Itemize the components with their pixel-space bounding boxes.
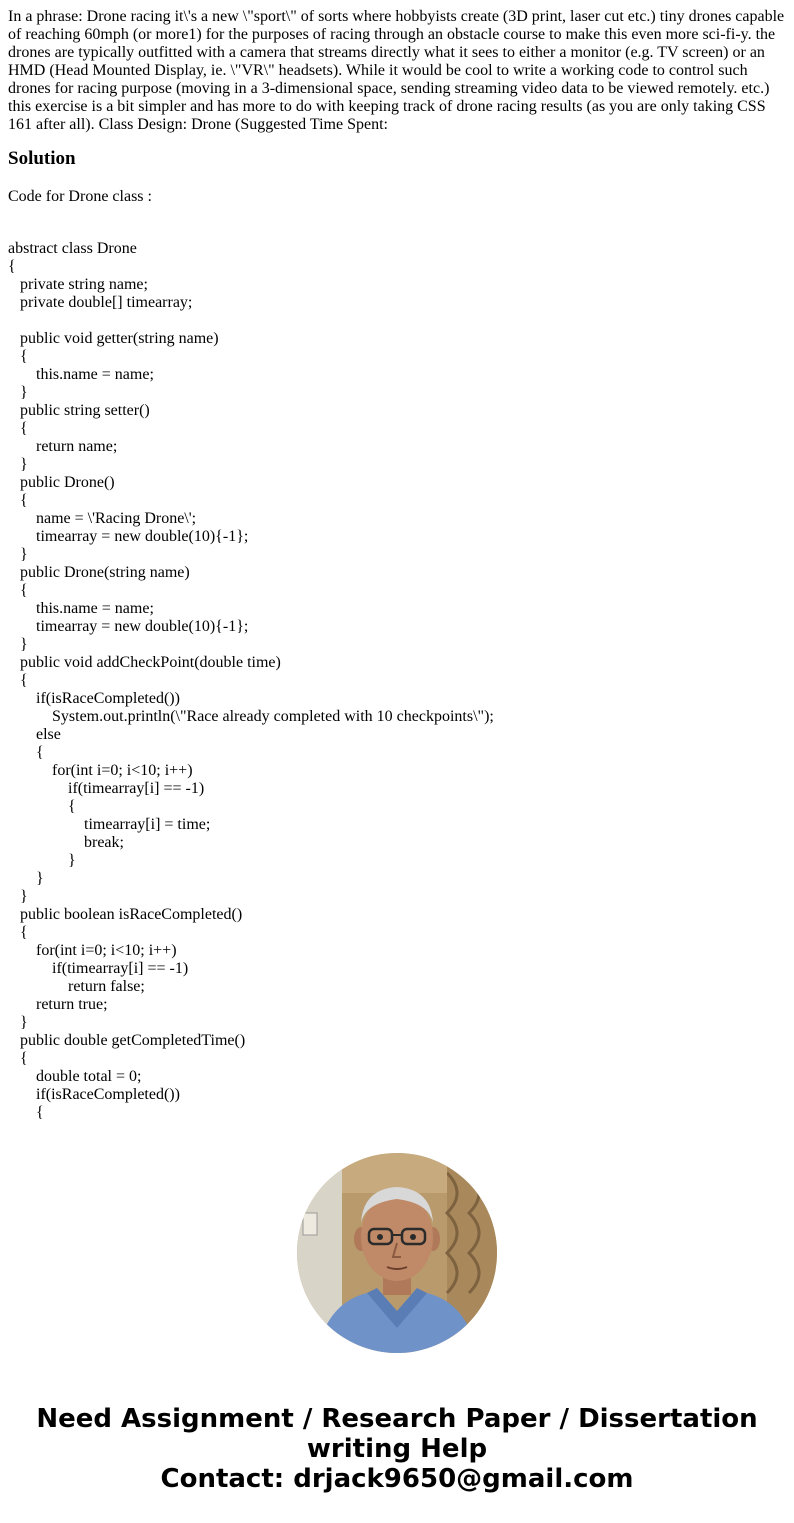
code-line: } bbox=[8, 546, 28, 563]
code-line: { bbox=[8, 348, 28, 365]
code-line: break; bbox=[8, 834, 124, 851]
code-line: { bbox=[8, 258, 16, 275]
code-block bbox=[8, 240, 786, 1122]
code-line: this.name = name; bbox=[8, 366, 154, 383]
code-line: public Drone(string name) bbox=[8, 564, 190, 581]
code-line: { bbox=[8, 492, 28, 509]
code-line: } bbox=[8, 870, 44, 887]
code-line: this.name = name; bbox=[8, 600, 154, 617]
code-line: private string name; bbox=[8, 276, 148, 293]
code-line: { bbox=[8, 798, 76, 815]
code-line: } bbox=[8, 888, 28, 905]
code-line: { bbox=[8, 1050, 28, 1067]
author-avatar bbox=[297, 1153, 497, 1353]
intro-paragraph: In a phrase: Drone racing it\'s a new \"sport\" of sorts where hobbyists create (3D print, laser cut etc.) tiny drones capable of reaching 60mph (or more1) for the purposes of racing through an obstacle course to make this even more sci-fi-y. the drones are typically outfitted with a camera that streams directly what it sees to either a monitor (e.g. TV screen) or an HMD (Head Mounted Display, ie. \"VR\" headsets). While it would be cool to write a working code to control such drones for racing purpose (moving in a 3-dimensional space, sending streaming video data to be viewed remotely. etc.) this exercise is a bit simpler and has more to do with keeping track of drone racing results (as you are only taking CSS 161 after all). Class Design: Drone (Suggested Time Spent: bbox=[8, 8, 785, 133]
code-line: return false; bbox=[8, 978, 145, 995]
code-line: if(timearray[i] == -1) bbox=[8, 960, 189, 977]
code-line: private double[] timearray; bbox=[8, 294, 193, 311]
code-line: } bbox=[8, 636, 28, 653]
code-line: } bbox=[8, 384, 28, 401]
code-line: public void addCheckPoint(double time) bbox=[8, 654, 281, 671]
code-line: else bbox=[8, 726, 61, 743]
code-line: public void getter(string name) bbox=[8, 330, 219, 347]
code-line: } bbox=[8, 456, 28, 473]
code-line: if(timearray[i] == -1) bbox=[8, 780, 205, 797]
promo-contact: Contact: drjack9650@gmail.com bbox=[160, 1464, 634, 1494]
code-line bbox=[8, 312, 786, 330]
code-line: if(isRaceCompleted()) bbox=[8, 1086, 180, 1103]
code-line: { bbox=[8, 1104, 44, 1121]
solution-heading: Solution bbox=[8, 148, 76, 169]
code-line: { bbox=[8, 420, 28, 437]
document-content bbox=[8, 8, 786, 1122]
promo-line-2: writing Help bbox=[306, 1434, 488, 1464]
code-line: { bbox=[8, 744, 44, 761]
promo-line-1: Need Assignment / Research Paper / Dissertation bbox=[36, 1404, 758, 1434]
code-line: { bbox=[8, 672, 28, 689]
code-line: timearray[i] = time; bbox=[8, 816, 211, 833]
code-line: for(int i=0; i<10; i++) bbox=[8, 762, 193, 779]
code-line: abstract class Drone bbox=[8, 240, 137, 257]
code-line: double total = 0; bbox=[8, 1068, 142, 1085]
code-line: System.out.println(\"Race already completed with 10 checkpoints\"); bbox=[8, 708, 494, 725]
code-line: } bbox=[8, 1014, 28, 1031]
code-line: name = \'Racing Drone\'; bbox=[8, 510, 197, 527]
code-line: public Drone() bbox=[8, 474, 115, 491]
code-line: timearray = new double(10){-1}; bbox=[8, 528, 249, 545]
code-line: public double getCompletedTime() bbox=[8, 1032, 246, 1049]
code-line: for(int i=0; i<10; i++) bbox=[8, 942, 177, 959]
code-line: { bbox=[8, 924, 28, 941]
code-line: if(isRaceCompleted()) bbox=[8, 690, 180, 707]
code-line: public string setter() bbox=[8, 402, 150, 419]
code-line: timearray = new double(10){-1}; bbox=[8, 618, 249, 635]
code-label: Code for Drone class : bbox=[8, 188, 152, 205]
author-portrait-image bbox=[297, 1153, 497, 1353]
code-line: } bbox=[8, 852, 76, 869]
promo-banner bbox=[0, 1404, 794, 1494]
code-line: { bbox=[8, 582, 28, 599]
code-line: public boolean isRaceCompleted() bbox=[8, 906, 243, 923]
code-line: return name; bbox=[8, 438, 118, 455]
code-line: return true; bbox=[8, 996, 108, 1013]
